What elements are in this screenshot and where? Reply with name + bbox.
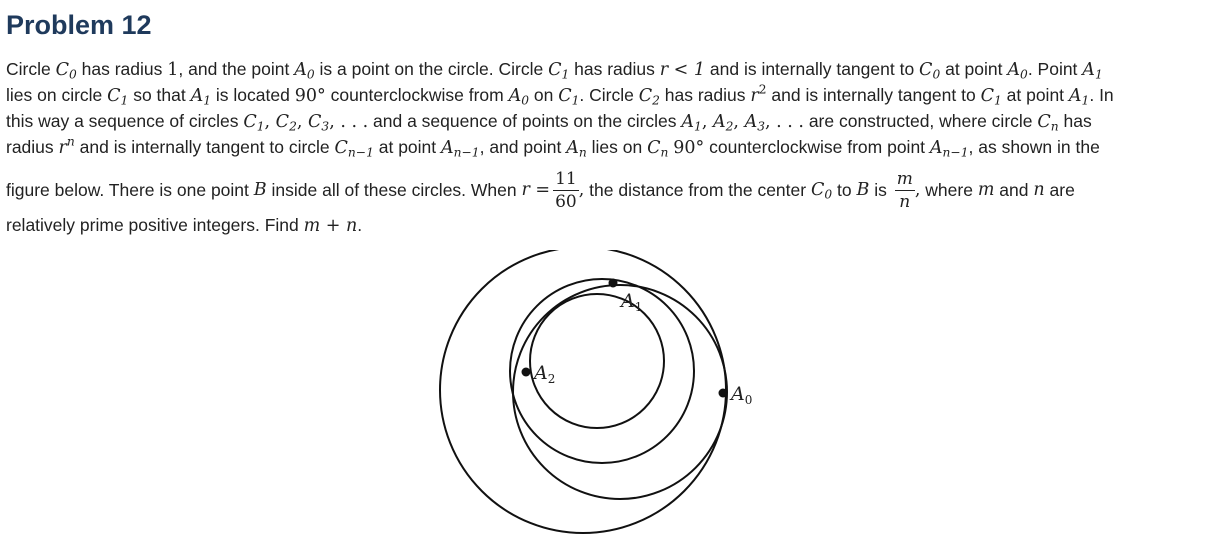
math-an: $A_n$ <box>566 138 587 160</box>
math-point-sequence: $A_1$, $A_2$, $A_3$, . . . <box>681 112 804 134</box>
text: has radius <box>569 59 660 79</box>
text: radius <box>6 137 59 157</box>
text: and a sequence of points on the circles <box>368 111 682 131</box>
text: at point <box>373 137 442 157</box>
math-a0: $A_0$ <box>294 60 315 82</box>
text: , and point <box>479 137 567 157</box>
math-r-lt-1: r < 1 <box>659 60 706 80</box>
text: is a point on the circle. Circle <box>314 59 549 79</box>
math-a1: $A_1$ <box>1082 60 1103 82</box>
text: the distance from the center <box>584 180 811 200</box>
text: inside all of these circles. When <box>266 180 522 200</box>
text: counterclockwise from point <box>704 137 930 157</box>
text: , as shown in the <box>968 137 1100 157</box>
math-cn: $C_n$ <box>1037 112 1059 134</box>
problem-line-2 <box>6 82 1206 108</box>
comma: , <box>914 180 921 200</box>
text: counterclockwise from <box>325 85 509 105</box>
problem-statement <box>6 56 1206 238</box>
math-90deg: 90° <box>673 138 705 158</box>
text: lies on circle <box>6 85 108 105</box>
text: and <box>994 180 1034 200</box>
math-r-squared: $r^2$ <box>750 82 767 106</box>
problem-line-1 <box>6 56 1206 82</box>
text: . <box>357 215 363 235</box>
label-a0: $A_0$ <box>731 383 753 407</box>
math-b: B <box>856 180 870 200</box>
math-a1: $A_1$ <box>190 86 212 108</box>
math-an-minus-1: $A_{n-1}$ <box>929 138 969 160</box>
problem-line-5 <box>6 160 1206 220</box>
text: at point <box>1001 85 1069 105</box>
point-a1 <box>609 279 618 288</box>
math-b: B <box>253 180 267 200</box>
problem-line-4 <box>6 134 1206 160</box>
math-c1: $C_1$ <box>107 86 129 108</box>
problem-line-6 <box>6 212 1206 238</box>
circles-figure <box>430 250 760 544</box>
text: relatively prime positive integers. Find <box>6 215 304 235</box>
text: and is internally tangent to circle <box>74 137 335 157</box>
text: are constructed, where circle <box>803 111 1038 131</box>
text: and is internally tangent to <box>705 59 920 79</box>
text: has radius <box>76 59 168 79</box>
circle-c3 <box>530 294 664 428</box>
text: . In <box>1089 85 1114 105</box>
math-c0: $C_0$ <box>919 60 941 82</box>
text: lies on <box>586 137 648 157</box>
math-c1: $C_1$ <box>558 86 580 108</box>
text: and is internally tangent to <box>766 85 981 105</box>
comma: , <box>578 180 585 200</box>
text: Circle <box>6 59 56 79</box>
math-90deg: 90° <box>294 86 326 106</box>
text: this way a sequence of circles <box>6 111 244 131</box>
math-circle-sequence: $C_1$, $C_2$, $C_3$, . . . <box>243 112 369 134</box>
math-c1: $C_1$ <box>548 60 570 82</box>
text: so that <box>128 85 191 105</box>
problem-line-3 <box>6 108 1206 134</box>
text: . Point <box>1027 59 1083 79</box>
label-a2: $A_2$ <box>534 362 556 386</box>
text: is <box>869 180 892 200</box>
math-m-plus-n: m + n <box>303 216 358 236</box>
math-r-eq: r = <box>521 180 551 200</box>
math-c0: $C_0$ <box>810 180 833 202</box>
text: are <box>1044 180 1075 200</box>
math-m: m <box>977 180 995 200</box>
math-a1: $A_1$ <box>1068 86 1090 108</box>
math-cn-minus-1: $C_{n-1}$ <box>334 138 374 160</box>
text: has radius <box>659 85 751 105</box>
math-n: n <box>1033 180 1045 200</box>
math-a0: $A_0$ <box>508 86 530 108</box>
text: where <box>920 180 978 200</box>
text: is located <box>211 85 295 105</box>
point-a0 <box>719 389 728 398</box>
text: on <box>529 85 559 105</box>
math-one: 1 <box>167 60 179 80</box>
math-c2: $C_2$ <box>638 86 660 108</box>
point-a2 <box>522 368 531 377</box>
math-cn: $C_n$ <box>647 138 669 160</box>
text: has <box>1058 111 1092 131</box>
text: to <box>832 180 857 200</box>
math-c1: $C_1$ <box>980 86 1002 108</box>
text: figure below. There is one point <box>6 180 254 200</box>
label-a1: $A_1$ <box>621 290 643 314</box>
fraction-11-60: $\frac{11}{60}$ <box>555 168 577 212</box>
text: , and the point <box>178 59 295 79</box>
math-an-minus-1: $A_{n-1}$ <box>441 138 480 160</box>
circles-diagram <box>430 250 760 544</box>
math-c0: $C_0$ <box>55 60 77 82</box>
text: . Circle <box>579 85 639 105</box>
math-a0: $A_0$ <box>1007 60 1028 82</box>
math-r-to-n: $r^n$ <box>58 134 75 158</box>
page-title: Problem 12 <box>6 10 152 40</box>
text: at point <box>940 59 1008 79</box>
fraction-m-over-n: $\frac{m}{n}$ <box>896 168 913 212</box>
